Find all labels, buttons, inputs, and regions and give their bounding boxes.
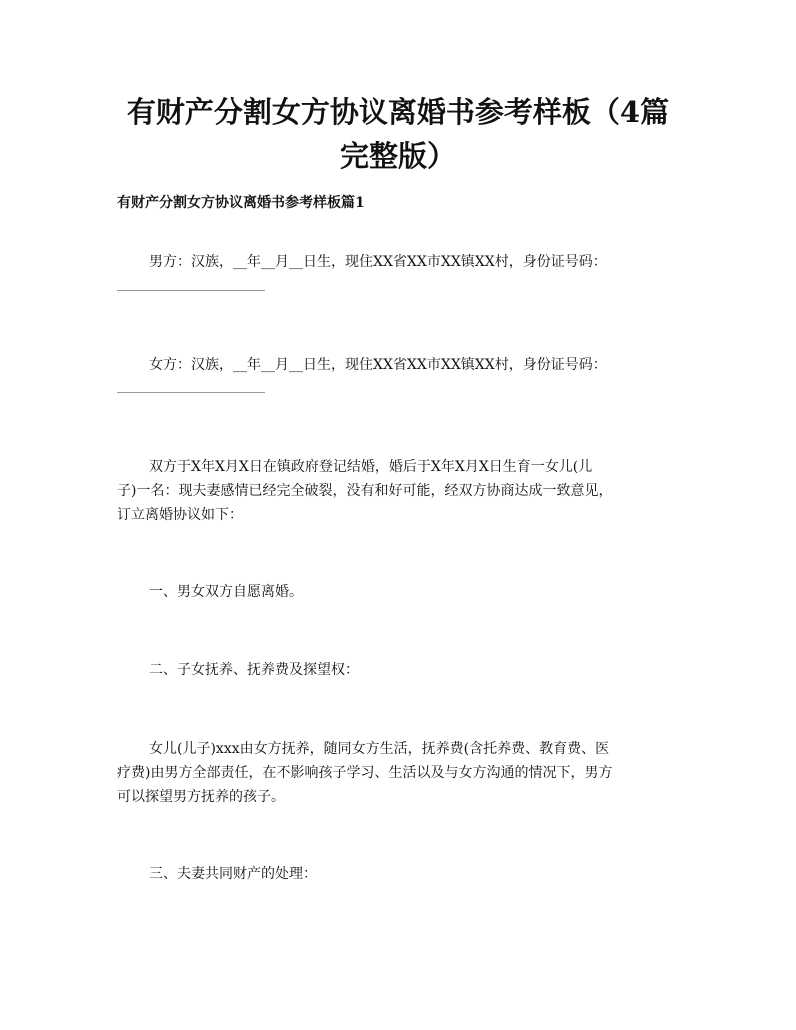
id-number-blank-man: [117, 290, 265, 291]
paragraph-child-line-3: 可以探望男方抚养的孩子。: [117, 789, 285, 805]
paragraph-marriage-line-1: 双方于X年X月X日在镇政府登记结婚，婚后于X年X月X日生育一女儿(儿: [149, 459, 593, 475]
paragraph-marriage-line-3: 订立离婚协议如下：: [117, 507, 243, 523]
paragraph-child-custody: [117, 737, 677, 809]
paragraph-man: 男方：汉族，__年__月__日生，现住XX省XX市XX镇XX村，身份证号码：: [149, 254, 607, 270]
clause-1: 一、男女双方自愿离婚。: [149, 584, 303, 600]
paragraph-woman: 女方：汉族，__年__月__日生，现住XX省XX市XX镇XX村，身份证号码：: [149, 357, 607, 373]
clause-3: 三、夫妻共同财产的处理：: [149, 866, 317, 882]
section-heading: 有财产分割女方协议离婚书参考样板篇1: [117, 195, 365, 211]
paragraph-marriage: [117, 455, 677, 527]
document-title-line-2: 完整版）: [339, 139, 456, 173]
clause-2: 二、子女抚养、抚养费及探望权：: [149, 662, 359, 678]
id-number-blank-woman: [117, 392, 265, 393]
paragraph-child-line-1: 女儿(儿子)xxx由女方抚养，随同女方生活，抚养费(含托养费、教育费、医: [149, 741, 610, 757]
document-title-line-1: 有财产分割女方协议离婚书参考样板（4篇: [126, 95, 670, 129]
paragraph-child-line-2: 疗费)由男方全部责任，在不影响孩子学习、生活以及与女方沟通的情况下，男方: [117, 765, 613, 781]
paragraph-marriage-line-2: 子)一名：现夫妻感情已经完全破裂，没有和好可能，经双方协商达成一致意见，: [117, 483, 613, 499]
